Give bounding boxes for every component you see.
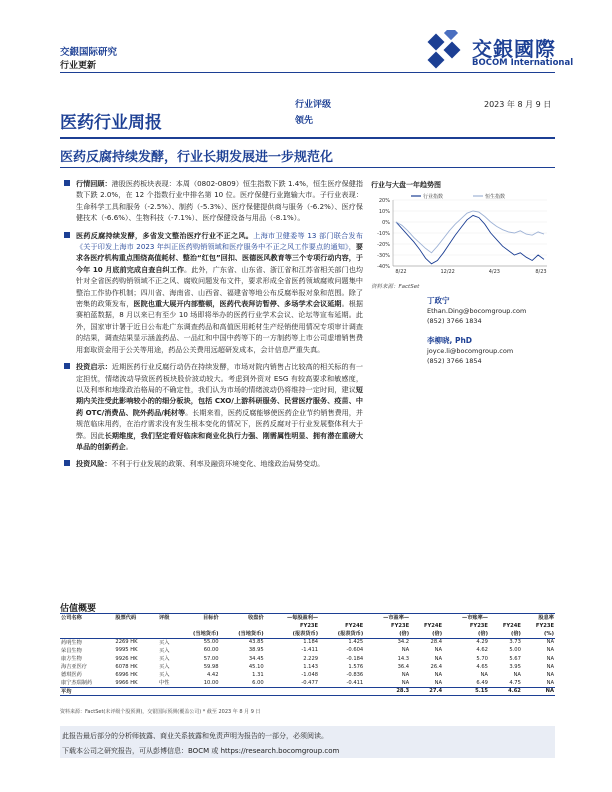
table-cell: 9995 HK bbox=[115, 647, 138, 654]
table-cell bbox=[220, 622, 265, 630]
table-cell: 38.95 bbox=[248, 647, 264, 654]
valuation-title: 估值概要 bbox=[60, 604, 97, 614]
para-text: 。此外，广东省、山东省、浙江省和江苏省相关部门也均针对全省医药购销领域不正之风、腐败问题发布文件，要求形成全省医药领域腐败问题集中整治工作协作机制；四川省、海南省、山西省、福建省等地公布反腐举报对象和范围。除了密集的政策发布， bbox=[76, 264, 364, 309]
table-cell bbox=[319, 687, 364, 695]
table-cell: -0.184 bbox=[346, 655, 364, 662]
para-investment-view bbox=[63, 361, 363, 452]
table-cell: 5.70 bbox=[476, 655, 488, 662]
report-date: 2023 年 8 月 9 日 bbox=[484, 100, 552, 109]
title-divider bbox=[60, 137, 555, 139]
table-row bbox=[60, 646, 555, 654]
table-cell: 买入 bbox=[159, 664, 170, 671]
analyst-name: 丁政宁 bbox=[427, 296, 450, 305]
table-header-row bbox=[60, 622, 555, 630]
analyst-email[interactable]: joyce.li@bocomgroup.com bbox=[427, 347, 514, 355]
table-row bbox=[60, 671, 555, 679]
table-cell: 平均 bbox=[60, 687, 114, 695]
table-cell: 买入 bbox=[159, 639, 170, 646]
table-cell: 28.4 bbox=[430, 639, 443, 646]
rating-label: 行业评级 bbox=[295, 100, 332, 110]
table-cell: 公司名称 bbox=[60, 614, 114, 622]
table-cell: —每股盈利— bbox=[265, 614, 319, 622]
bullet-icon bbox=[64, 460, 70, 466]
para-market-review bbox=[63, 178, 363, 224]
headline-divider bbox=[60, 167, 555, 168]
bullet-icon bbox=[64, 232, 70, 238]
table-cell: NA bbox=[480, 671, 488, 678]
table-cell: 4.62 bbox=[476, 647, 488, 654]
table-cell: NA bbox=[546, 647, 554, 654]
table-cell bbox=[154, 630, 174, 638]
analyst-phone: (852) 3766 1854 bbox=[427, 357, 482, 365]
table-cell: —市盈率— bbox=[364, 614, 410, 622]
table-cell bbox=[154, 687, 174, 695]
table-cell: 1.184 bbox=[303, 639, 319, 646]
table-cell: 买入 bbox=[159, 647, 170, 654]
table-cell: (倍) bbox=[489, 630, 522, 638]
table-cell: 28.3 bbox=[364, 687, 410, 695]
table-cell: (倍) bbox=[364, 630, 410, 638]
bullet-icon bbox=[64, 180, 70, 186]
table-cell: 海吉亚医疗 bbox=[61, 664, 87, 671]
analyst-card bbox=[427, 336, 513, 366]
brand-name: 交銀国际研究 bbox=[60, 47, 118, 58]
y-tick-label: 0% bbox=[382, 219, 390, 226]
table-cell: 药明生物 bbox=[61, 639, 82, 646]
table-cell: NA bbox=[522, 687, 555, 695]
table-cell bbox=[410, 614, 443, 622]
table-cell: -1.048 bbox=[301, 671, 319, 678]
table-cell: 4.29 bbox=[476, 639, 488, 646]
table-cell: (倍) bbox=[443, 630, 489, 638]
table-cell: NA bbox=[546, 639, 554, 646]
table-cell: FY23E bbox=[469, 622, 488, 629]
table-cell: NA bbox=[364, 679, 410, 687]
table-row bbox=[60, 638, 555, 646]
table-cell: 中性 bbox=[154, 679, 174, 687]
table-cell: 2.229 bbox=[303, 655, 319, 662]
legend-label: 行业指数 bbox=[423, 194, 444, 200]
analyst-email[interactable]: Ethan.Ding@bocomgroup.com bbox=[427, 307, 527, 315]
table-cell: 股票代码 bbox=[114, 614, 154, 622]
table-cell: 34.45 bbox=[248, 655, 264, 662]
table-cell: 55.00 bbox=[203, 639, 219, 646]
rating-value: 领先 bbox=[295, 116, 314, 126]
para-text: 。长期来看，医药反腐能够使医药企业节约销售费用，并规范临床用药，在治疗需求没有发生根本变化的情况下，医药反腐对于行业发展整体利大于弊。因此 bbox=[76, 407, 364, 440]
table-cell: FY23E bbox=[391, 622, 410, 629]
table-cell bbox=[489, 614, 522, 622]
table-cell bbox=[60, 622, 114, 630]
para-highlight: 长期维度，我们坚定看好临床和商业化执行力强、刚需属性明显、拥有潜在重磅大单品的创新药企 bbox=[76, 430, 364, 451]
table-cell bbox=[319, 614, 364, 622]
table-cell: 目标价 bbox=[174, 614, 219, 622]
table-cell: 2269 HK bbox=[115, 639, 138, 646]
x-tick-label: 12/22 bbox=[440, 269, 455, 275]
table-cell: 5.67 bbox=[509, 655, 521, 662]
table-cell: (倍) bbox=[410, 630, 443, 638]
y-tick-label: -30% bbox=[377, 252, 390, 259]
table-cell: NA bbox=[401, 647, 410, 654]
table-cell: NA bbox=[401, 671, 410, 678]
table-cell: 评级 bbox=[154, 614, 174, 622]
report-title: 医药行业周报 bbox=[60, 113, 162, 133]
y-tick-label: 10% bbox=[378, 208, 390, 215]
table-cell: NA bbox=[546, 671, 554, 678]
table-cell: —市账率— bbox=[443, 614, 489, 622]
table-cell: FY23E bbox=[300, 622, 319, 629]
table-cell: 60.00 bbox=[203, 647, 219, 654]
table-cell: NA bbox=[546, 663, 554, 670]
table-cell: 1.425 bbox=[348, 639, 364, 646]
table-cell bbox=[174, 687, 219, 695]
table-row bbox=[60, 654, 555, 662]
para-risks bbox=[63, 458, 363, 469]
table-cell: 9966 HK bbox=[114, 679, 154, 687]
table-cell: 43.85 bbox=[248, 639, 264, 646]
table-cell: 6996 HK bbox=[115, 671, 138, 678]
x-tick-label: 8/23 bbox=[535, 269, 547, 275]
table-cell: NA bbox=[522, 679, 555, 687]
table-header-row bbox=[60, 614, 555, 622]
table-cell: 6.49 bbox=[443, 679, 489, 687]
table-cell: NA bbox=[546, 655, 554, 662]
bullet-icon bbox=[64, 363, 70, 369]
y-tick-label: -40% bbox=[377, 263, 390, 270]
table-cell: FY24E bbox=[502, 622, 521, 629]
table-cell: 3.73 bbox=[509, 639, 521, 646]
table-cell: 4.62 bbox=[489, 687, 522, 695]
para-text: 港股医药板块表现：本周（0802-0809）恒生指数下跌 1.4%，恒生医疗保健指数下跌 2.0%，在 12 个指数行业中排名第 10 位。医疗保健行业跑输大市。子行业表现：生命科学工具和服务（-2.5%）、制药（-5.3%）、医疗保健提供商与服务（-6.2%）、医疗保健技术（-6.6%）、生物科技（-7.1%）、医疗保健设备与用品（-8.1%）。 bbox=[76, 179, 363, 223]
analyst-card bbox=[427, 296, 526, 326]
table-cell bbox=[114, 687, 154, 695]
table-source: 资料来源：FactSet(未评级个股预测)，交银国际预测(覆盖公司) * 截至 2023 年 8 月 9 日 bbox=[60, 709, 261, 715]
table-cell: 59.98 bbox=[203, 663, 219, 670]
para-anticorruption bbox=[63, 230, 363, 355]
disclaimer-line: 此报告最后部分的分析师披露、商业关系披露和免责声明为报告的一部分，必须阅读。 bbox=[62, 732, 328, 740]
table-cell: 4.42 bbox=[206, 671, 219, 678]
download-info-line: 下载本公司之研究报告，可从彭博信息：BOCM 或 https://research.bocomgroup.com bbox=[62, 747, 340, 755]
table-cell: 36.4 bbox=[397, 663, 410, 670]
table-cell: 5.15 bbox=[443, 687, 489, 695]
trend-chart bbox=[371, 190, 551, 278]
table-row bbox=[60, 679, 555, 687]
legend-label: 恒生指数 bbox=[485, 194, 506, 200]
table-cell: 收盘价 bbox=[220, 614, 265, 622]
y-tick-label: -10% bbox=[377, 230, 390, 237]
main-body bbox=[63, 178, 363, 476]
table-cell: 26.4 bbox=[430, 663, 443, 670]
table-cell: FY24E bbox=[424, 622, 443, 629]
table-cell: 1.576 bbox=[348, 663, 364, 670]
table-cell: 57.00 bbox=[203, 655, 219, 662]
table-cell: 买入 bbox=[159, 656, 170, 663]
logo-chinese-name: 交銀國際 bbox=[472, 37, 556, 61]
table-cell: (报表货币) bbox=[265, 630, 319, 638]
table-cell: 27.4 bbox=[410, 687, 443, 695]
x-tick-label: 4/23 bbox=[488, 269, 500, 275]
table-row bbox=[60, 663, 555, 671]
table-cell: NA bbox=[410, 679, 443, 687]
y-tick-label: -20% bbox=[377, 241, 390, 248]
table-cell: NA bbox=[434, 671, 443, 678]
table-cell: 3.95 bbox=[509, 663, 521, 670]
report-headline: 医药反腐持续发酵，行业长期发展进一步规范化 bbox=[60, 150, 334, 165]
table-cell: 6078 HK bbox=[115, 663, 138, 670]
table-header-row bbox=[60, 630, 555, 638]
table-cell: -0.836 bbox=[346, 671, 364, 678]
table-cell: 5.00 bbox=[509, 647, 521, 654]
chart-source: 资料来源：FactSet bbox=[371, 284, 420, 290]
table-cell: -0.411 bbox=[319, 679, 364, 687]
table-cell: -0.477 bbox=[265, 679, 319, 687]
table-cell: FY24E bbox=[345, 622, 364, 629]
para-lead: 行情回顾： bbox=[76, 179, 112, 188]
table-cell: (当地货币) bbox=[174, 630, 219, 638]
para-highlight: 要求各医疗机构重点围绕高值耗材、整治“红包”回扣、医德医风教育等三个专项行动内容，于今年 10 月底前完成自查自纠工作 bbox=[76, 242, 363, 274]
table-cell: NA bbox=[434, 647, 443, 654]
para-lead: 医药反腐持续发酵，多省发文整治医疗行业不正之风。 bbox=[76, 230, 254, 240]
table-cell: 荣昌生物 bbox=[61, 647, 82, 654]
table-cell: 10.00 bbox=[174, 679, 219, 687]
table-cell: FY23E bbox=[535, 622, 554, 629]
table-cell bbox=[114, 622, 154, 630]
para-text: 不利于行业发展的政策、利率及融资环境变化、地缘政治局势变动。 bbox=[111, 459, 325, 469]
table-cell: (当地货币) bbox=[220, 630, 265, 638]
logo-english-name: BOCOM International bbox=[472, 58, 574, 68]
table-cell: 买入 bbox=[159, 672, 170, 679]
para-text: 上海市卫健委等 13 部门联合发布《关于印发上海市 2023 年纠正医药购销领域和医疗服务中不正之风工作要点的通知》， bbox=[76, 230, 363, 252]
table-cell: 股息率 bbox=[522, 614, 555, 622]
table-cell: NA bbox=[513, 671, 521, 678]
para-highlight: 短期内关注受此影响较小的的细分板块，包括 CXO/上游科研服务、民营医疗服务、疫苗、中药 OTC/消费品、院外药品/耗材等 bbox=[76, 384, 363, 417]
table-cell: 4.75 bbox=[489, 679, 522, 687]
report-section: 行业更新 bbox=[60, 61, 97, 71]
para-lead: 投资启示： bbox=[76, 362, 112, 372]
table-cell: 9926 HK bbox=[115, 655, 138, 662]
table-cell: 4.65 bbox=[476, 663, 488, 670]
table-cell: (报表货币) bbox=[319, 630, 364, 638]
table-cell bbox=[220, 687, 265, 695]
table-cell: 1.143 bbox=[303, 663, 319, 670]
chart-title: 行业与大盘一年趋势图 bbox=[371, 181, 441, 189]
table-cell: 6.00 bbox=[220, 679, 265, 687]
table-cell bbox=[174, 622, 219, 630]
x-tick-label: 8/22 bbox=[395, 269, 407, 275]
table-cell: 康方生物 bbox=[61, 656, 82, 663]
table-cell: (%) bbox=[522, 630, 555, 638]
table-cell: -1.411 bbox=[301, 647, 319, 654]
table-cell: -0.604 bbox=[346, 647, 364, 654]
analyst-name: 李柳晓, PhD bbox=[427, 336, 473, 345]
para-text: 近期医药行业反腐行动仍在持续发酵，市场对院内销售占比较高的相关标的有一定担忧，情绪波动导致医药板块股价波动较大。考虑到外资对 ESG 有较高要求和敏感度，以及利率和地缘政治格局的不确定性，我们认为市场的情绪波动仍将维持一定时间，建议 bbox=[76, 362, 364, 394]
analyst-phone: (852) 3766 1834 bbox=[427, 317, 482, 325]
table-cell: 45.10 bbox=[248, 663, 264, 670]
table-cell: 1.31 bbox=[252, 671, 264, 678]
para-highlight: 医院也重大展开内部整顿，医药代表拜访暂停、多场学术会议延期 bbox=[133, 299, 342, 309]
table-cell: 14.3 bbox=[397, 655, 410, 662]
y-tick-label: 20% bbox=[378, 197, 390, 204]
para-lead: 投资风险： bbox=[76, 459, 112, 469]
table-cell: 34.2 bbox=[397, 639, 410, 646]
table-average-row bbox=[60, 687, 555, 695]
table-cell: 德琪医药 bbox=[61, 672, 82, 679]
para-text: 。根据赛柏蓝数据，8 月以来已有至少 10 场即将举办的医药行业学术会议、论坛等宣布延期。此外，国家审计署于近日公布赴广东调查药品和高值医用耗材生产经销使用情况专项审计调查的结果，调查结果显示涵盖药品、一品红和中国中药等下的一方制药等上市公司虚增销售费用套取资金用于公关等用途，药品公关费用远超研发成本，会计信息严重失真。 bbox=[76, 299, 364, 354]
table-cell bbox=[114, 630, 154, 638]
series-line-industry bbox=[396, 215, 544, 263]
table-cell: 康宁杰瑞制药 bbox=[60, 679, 114, 687]
para-text: 。 bbox=[125, 441, 133, 451]
table-cell: NA bbox=[434, 655, 443, 662]
table-cell bbox=[154, 622, 174, 630]
valuation-table bbox=[60, 613, 555, 696]
table-cell bbox=[265, 687, 319, 695]
table-cell bbox=[60, 630, 114, 638]
